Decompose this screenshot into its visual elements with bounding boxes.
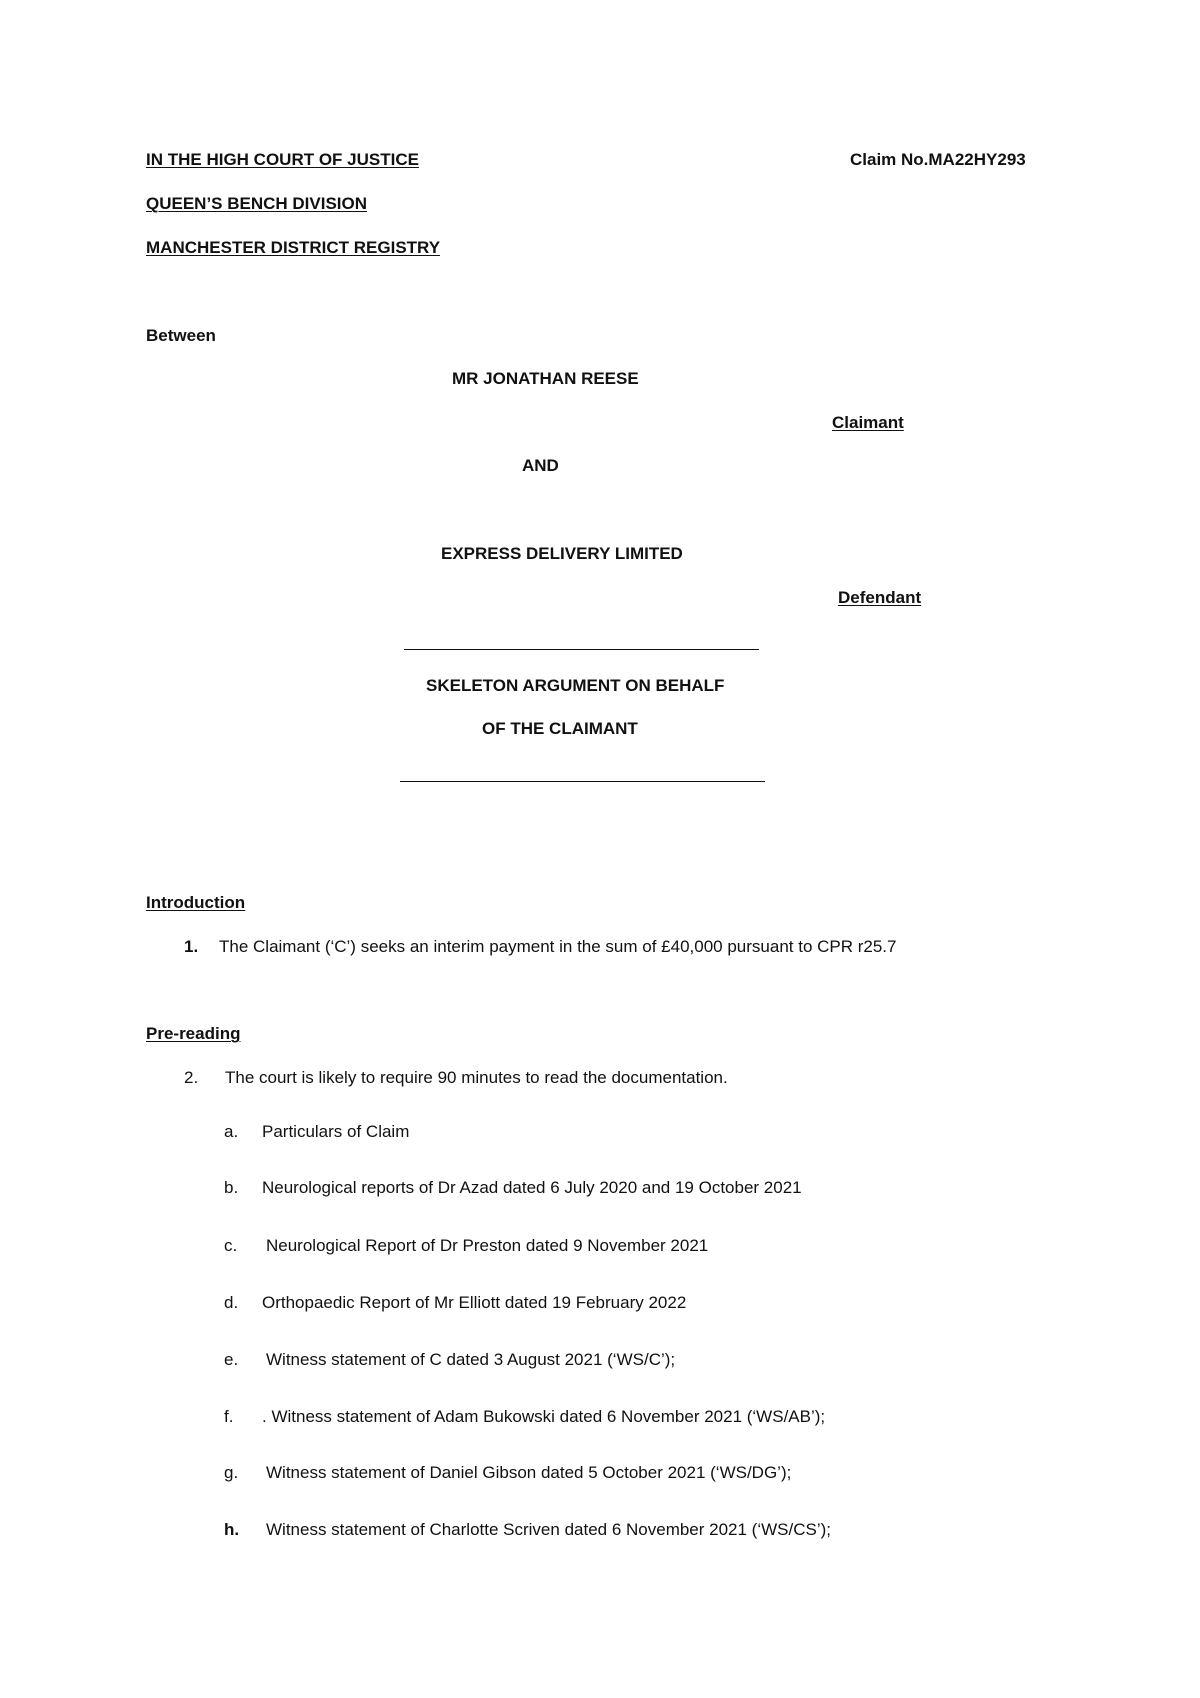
introduction-heading: Introduction: [146, 893, 246, 912]
list-item: Witness statement of Charlotte Scriven dated 6 November 2021 (‘WS/CS’);: [266, 1520, 832, 1539]
defendant-label: Defendant: [838, 588, 922, 607]
list-item: Orthopaedic Report of Mr Elliott dated 19 February 2022: [262, 1293, 687, 1312]
list-item-letter: f.: [224, 1407, 234, 1426]
list-item-letter: a.: [224, 1122, 239, 1141]
paragraph-1-text: The Claimant (‘C’) seeks an interim payment in the sum of £40,000 pursuant to CPR r25.7: [219, 937, 897, 956]
pre-reading-heading: Pre-reading: [146, 1024, 241, 1043]
division-heading: QUEEN’S BENCH DIVISION: [146, 194, 368, 213]
list-item: Particulars of Claim: [262, 1122, 410, 1141]
list-item-letter: g.: [224, 1463, 239, 1482]
list-item: . Witness statement of Adam Bukowski dated 6 November 2021 (‘WS/AB’);: [262, 1407, 826, 1426]
paragraph-number-1: 1.: [184, 937, 199, 956]
list-item: Neurological reports of Dr Azad dated 6 July 2020 and 19 October 2021: [262, 1178, 802, 1197]
list-item-letter: d.: [224, 1293, 239, 1312]
paragraph-2-text: The court is likely to require 90 minutes to read the documentation.: [225, 1068, 728, 1087]
paragraph-number-2: 2.: [184, 1068, 199, 1087]
title-bottom-rule: [400, 781, 765, 782]
title-line-1: SKELETON ARGUMENT ON BEHALF: [426, 676, 725, 695]
and-label: AND: [522, 456, 559, 475]
title-top-rule: [404, 649, 759, 650]
claim-number: Claim No.MA22HY293: [850, 150, 1026, 169]
title-line-2: OF THE CLAIMANT: [482, 719, 638, 738]
defendant-name: EXPRESS DELIVERY LIMITED: [441, 544, 683, 563]
list-item: Neurological Report of Dr Preston dated 9 November 2021: [266, 1236, 709, 1255]
registry-heading: MANCHESTER DISTRICT REGISTRY: [146, 238, 441, 257]
between-label: Between: [146, 326, 216, 345]
claimant-name: MR JONATHAN REESE: [452, 369, 639, 388]
claimant-label: Claimant: [832, 413, 904, 432]
list-item-letter: e.: [224, 1350, 239, 1369]
court-heading: IN THE HIGH COURT OF JUSTICE: [146, 150, 419, 169]
list-item-letter: b.: [224, 1178, 239, 1197]
list-item-letter: c.: [224, 1236, 238, 1255]
list-item: Witness statement of Daniel Gibson dated 5 October 2021 (‘WS/DG’);: [266, 1463, 792, 1482]
list-item-letter: h.: [224, 1520, 240, 1539]
list-item: Witness statement of C dated 3 August 2021 (‘WS/C’);: [266, 1350, 676, 1369]
